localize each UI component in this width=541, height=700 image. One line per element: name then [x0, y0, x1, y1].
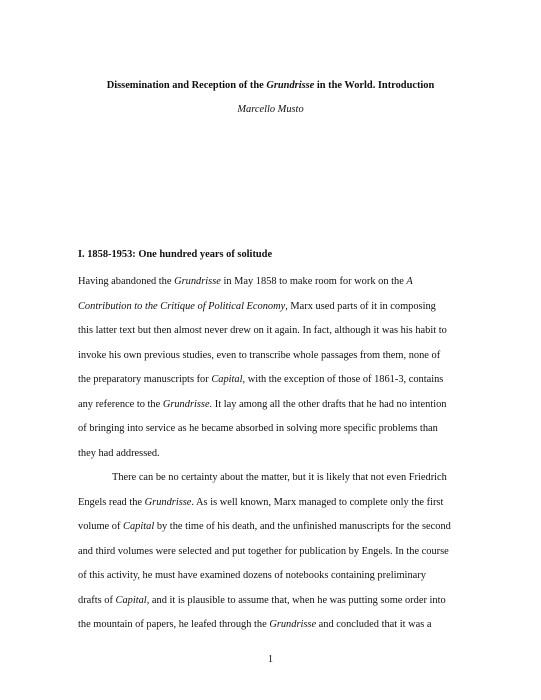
- title-text-after: in the World. Introduction: [314, 80, 435, 91]
- body-line: [78, 422, 438, 436]
- italic-text: A: [406, 276, 413, 287]
- text-run: in May 1858 to make room for work on the: [220, 276, 407, 287]
- text-run: and third volumes were selected and put together for publication by Engels. In the course: [78, 545, 449, 557]
- body-line: [78, 618, 432, 632]
- body-line: [78, 324, 447, 338]
- italic-text: Grundrisse: [174, 276, 221, 287]
- body-line: [78, 545, 449, 559]
- text-run: invoke his own previous studies, even to transcribe whole passages from them, none of: [78, 349, 441, 361]
- text-run: , with the exception of those of 1861-3, contains: [242, 374, 444, 385]
- document-title: [0, 79, 541, 93]
- text-run: Engels read the: [78, 496, 145, 508]
- page-number: 1: [267, 654, 274, 665]
- text-run: and concluded that it was a: [316, 619, 432, 630]
- italic-text: Grundrisse: [269, 619, 317, 630]
- text-run: Having abandoned the: [78, 276, 175, 287]
- italic-text: Grundrisse: [144, 496, 192, 508]
- text-run: There can be no certainty about the matter, but it is likely that not even Friedrich: [112, 472, 447, 483]
- body-line: [112, 471, 447, 485]
- author-name: Marcello Musto: [237, 104, 304, 115]
- italic-text: Grundrisse.: [162, 398, 213, 410]
- text-run: of bringing into service as he became absorbed in solving more specific problems than: [78, 423, 438, 434]
- text-run: , Marx used parts of it in composing: [285, 300, 436, 312]
- text-run: by the time of his death, and the unfinished manuscripts for the second: [154, 521, 451, 532]
- text-run: , and it is plausible to assume that, when he was putting some order into: [146, 594, 446, 606]
- text-run: they had addressed.: [78, 447, 160, 459]
- body-line: [78, 496, 443, 510]
- text-run: the mountain of papers, he leafed through the: [78, 619, 270, 630]
- text-run: of this activity, he must have examined dozens of notebooks containing preliminary: [78, 570, 426, 581]
- body-line: [78, 300, 436, 314]
- title-italic-text: Grundrisse: [266, 80, 315, 91]
- body-line: [78, 569, 426, 583]
- body-line: [78, 594, 446, 608]
- italic-text: Capital: [211, 374, 243, 385]
- body-line: [78, 520, 451, 534]
- italic-text: Capital: [115, 594, 147, 606]
- body-line: [78, 373, 443, 387]
- text-run: volume of: [78, 521, 124, 532]
- italic-text: Capital: [123, 521, 155, 532]
- italic-text: Contribution to the Critique of Political Economy: [78, 300, 286, 312]
- text-run: It lay among all the other drafts that he had no intention: [212, 398, 447, 410]
- body-line: [78, 447, 160, 461]
- text-run: the preparatory manuscripts for: [78, 374, 212, 385]
- text-run: this latter text but then almost never drew on it again. In fact, although it was his habit to: [78, 325, 447, 336]
- section-heading: I. 1858-1953: One hundred years of solitude: [78, 249, 273, 260]
- body-line: [78, 349, 440, 363]
- body-line: [78, 275, 413, 289]
- title-text-before: Dissemination and Reception of the: [106, 80, 267, 91]
- text-run: drafts of: [78, 594, 116, 606]
- text-run: . As is well known, Marx managed to complete only the first: [191, 496, 444, 508]
- body-line: [78, 398, 447, 412]
- text-run: any reference to the: [78, 398, 163, 410]
